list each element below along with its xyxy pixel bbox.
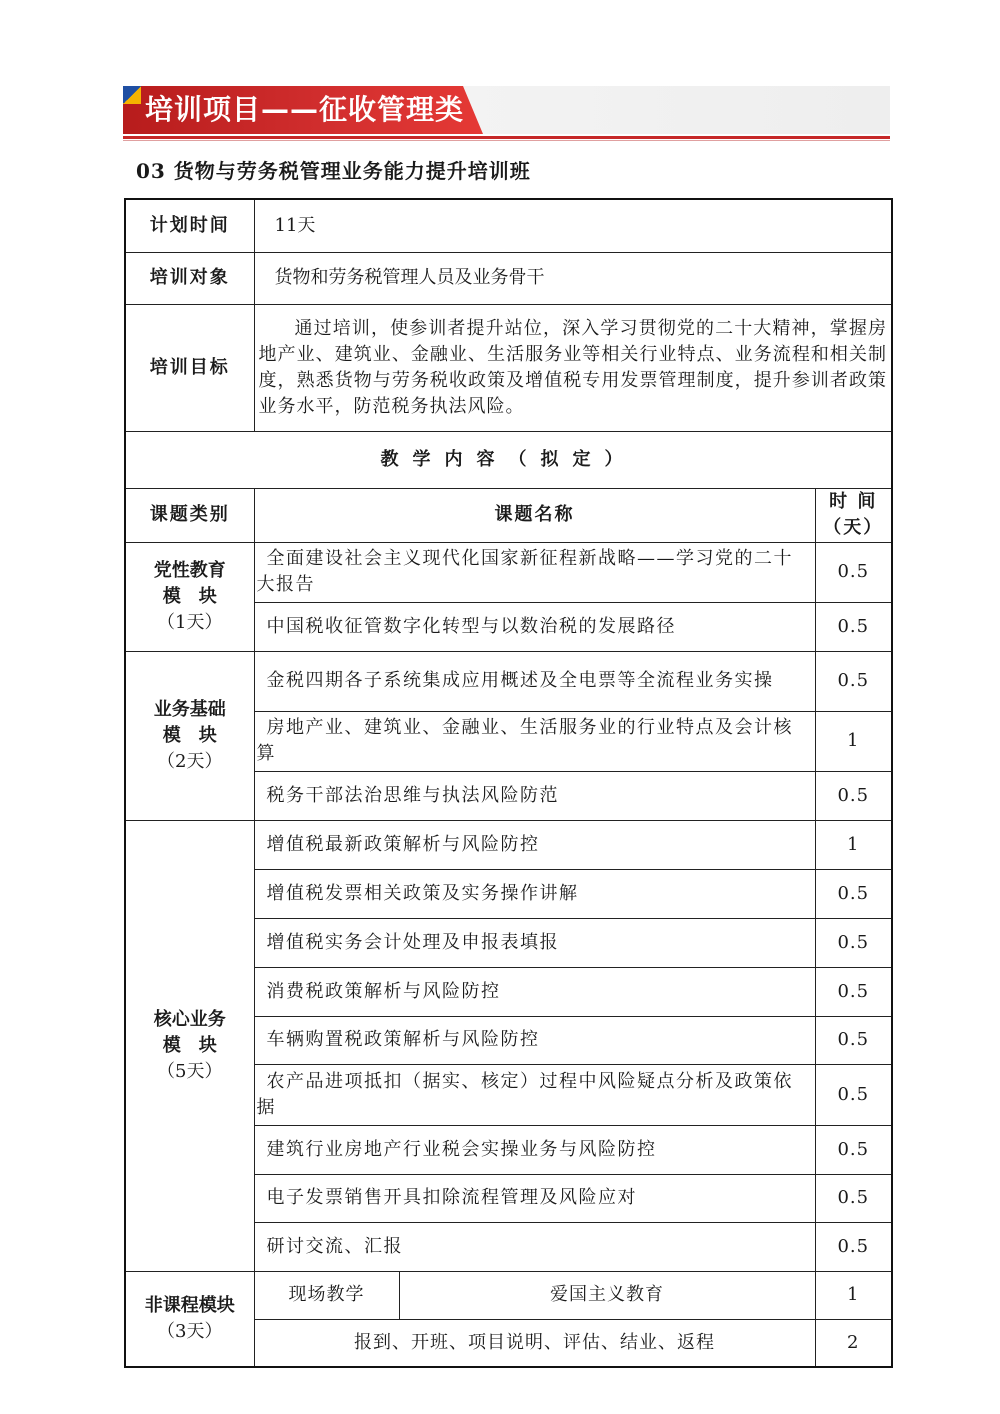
topic-days: 0.5 [815,542,892,602]
module-cell-basic [125,651,254,820]
header-time: 时 间（天） [815,488,892,542]
topic-days: 0.5 [815,1064,892,1125]
goal-value: 通过培训，使参训者提升站位，深入学习贯彻党的二十大精神，掌握房地产业、建筑业、金融业、生活服务业等相关行业特点、业务流程和相关制度，熟悉货物与劳务税收政策及增值税专用发票管理制度，提升参训者政策业务水平，防范税务执法风险。 [254,304,892,431]
topic-name: 增值税实务会计处理及申报表填报 [254,918,815,967]
topic-days: 0.5 [815,1174,892,1222]
module-name-suffix: 模 块 [162,724,217,746]
module-days: （5天） [157,1060,223,1082]
topic-name: 增值税发票相关政策及实务操作讲解 [254,869,815,918]
module-name: 核心业务 [153,1008,226,1030]
module-days: （2天） [157,750,223,772]
row-goal [125,304,892,431]
topic-name: 税务干部法治思维与执法风险防范 [254,771,815,820]
target-label: 培训对象 [125,252,254,304]
goal-label: 培训目标 [125,304,254,431]
module-name: 党性教育 [153,559,226,581]
module-days: （1天） [157,611,223,633]
topic-name: 电子发票销售开具扣除流程管理及风险应对 [254,1174,815,1222]
topic-days: 1 [815,820,892,869]
topic-days: 0.5 [815,1125,892,1174]
admin-activities: 报到、开班、项目说明、评估、结业、返程 [254,1319,815,1367]
topic-name: 中国税收征管数字化转型与以数治税的发展路径 [254,602,815,651]
topic-days: 0.5 [815,602,892,651]
row-plan-time [125,199,892,252]
topic-name: 房地产业、建筑业、金融业、生活服务业的行业特点及会计核算 [254,711,815,771]
module-name: 非课程模块 [144,1294,235,1316]
row-content-title [125,431,892,488]
banner-underline-thin [123,140,890,141]
topic-name: 研讨交流、汇报 [254,1222,815,1271]
module-name-suffix: 模 块 [162,1034,217,1056]
plan-time-label: 计划时间 [125,199,254,252]
topic-days: 0.5 [815,869,892,918]
table-row [125,820,892,869]
topic-name: 全面建设社会主义现代化国家新征程新战略——学习党的二十大报告 [254,542,815,602]
field-teaching-label: 现场教学 [254,1271,399,1319]
topic-days: 1 [815,1271,892,1319]
topic-days: 0.5 [815,1222,892,1271]
topic-days: 0.5 [815,918,892,967]
plan-time-value: 11天 [254,199,892,252]
header-name: 课题名称 [254,488,815,542]
header-banner [123,86,890,140]
topic-days: 0.5 [815,771,892,820]
banner-underline [123,136,890,139]
content-title: 教学内容（拟定） [125,431,892,488]
module-name-suffix: 模 块 [162,585,217,607]
topic-name: 增值税最新政策解析与风险防控 [254,820,815,869]
target-value: 货物和劳务税管理人员及业务骨干 [254,252,892,304]
topic-days: 0.5 [815,1016,892,1064]
topic-name: 车辆购置税政策解析与风险防控 [254,1016,815,1064]
field-teaching-topic: 爱国主义教育 [399,1271,815,1319]
course-title: 03 货物与劳务税管理业务能力提升培训班 [136,159,531,183]
course-table [124,198,893,1368]
module-cell-noncourse [125,1271,254,1367]
topic-name: 金税四期各子系统集成应用概述及全电票等全流程业务实操 [254,651,815,711]
topic-days: 0.5 [815,651,892,711]
table-row [125,1271,892,1319]
topic-days: 0.5 [815,967,892,1016]
module-cell-party [125,542,254,651]
banner-corner-decoration [123,86,141,104]
row-headers [125,488,892,542]
banner-title: 培训项目——征收管理类 [145,93,465,126]
table-row [125,651,892,711]
topic-name: 建筑行业房地产行业税会实操业务与风险防控 [254,1125,815,1174]
topic-days: 2 [815,1319,892,1367]
topic-name: 消费税政策解析与风险防控 [254,967,815,1016]
header-category: 课题类别 [125,488,254,542]
module-days: （3天） [157,1320,223,1342]
topic-name: 农产品进项抵扣（据实、核定）过程中风险疑点分析及政策依据 [254,1064,815,1125]
topic-days: 1 [815,711,892,771]
module-name: 业务基础 [153,698,226,720]
table-row [125,542,892,602]
row-target [125,252,892,304]
module-cell-core [125,820,254,1271]
